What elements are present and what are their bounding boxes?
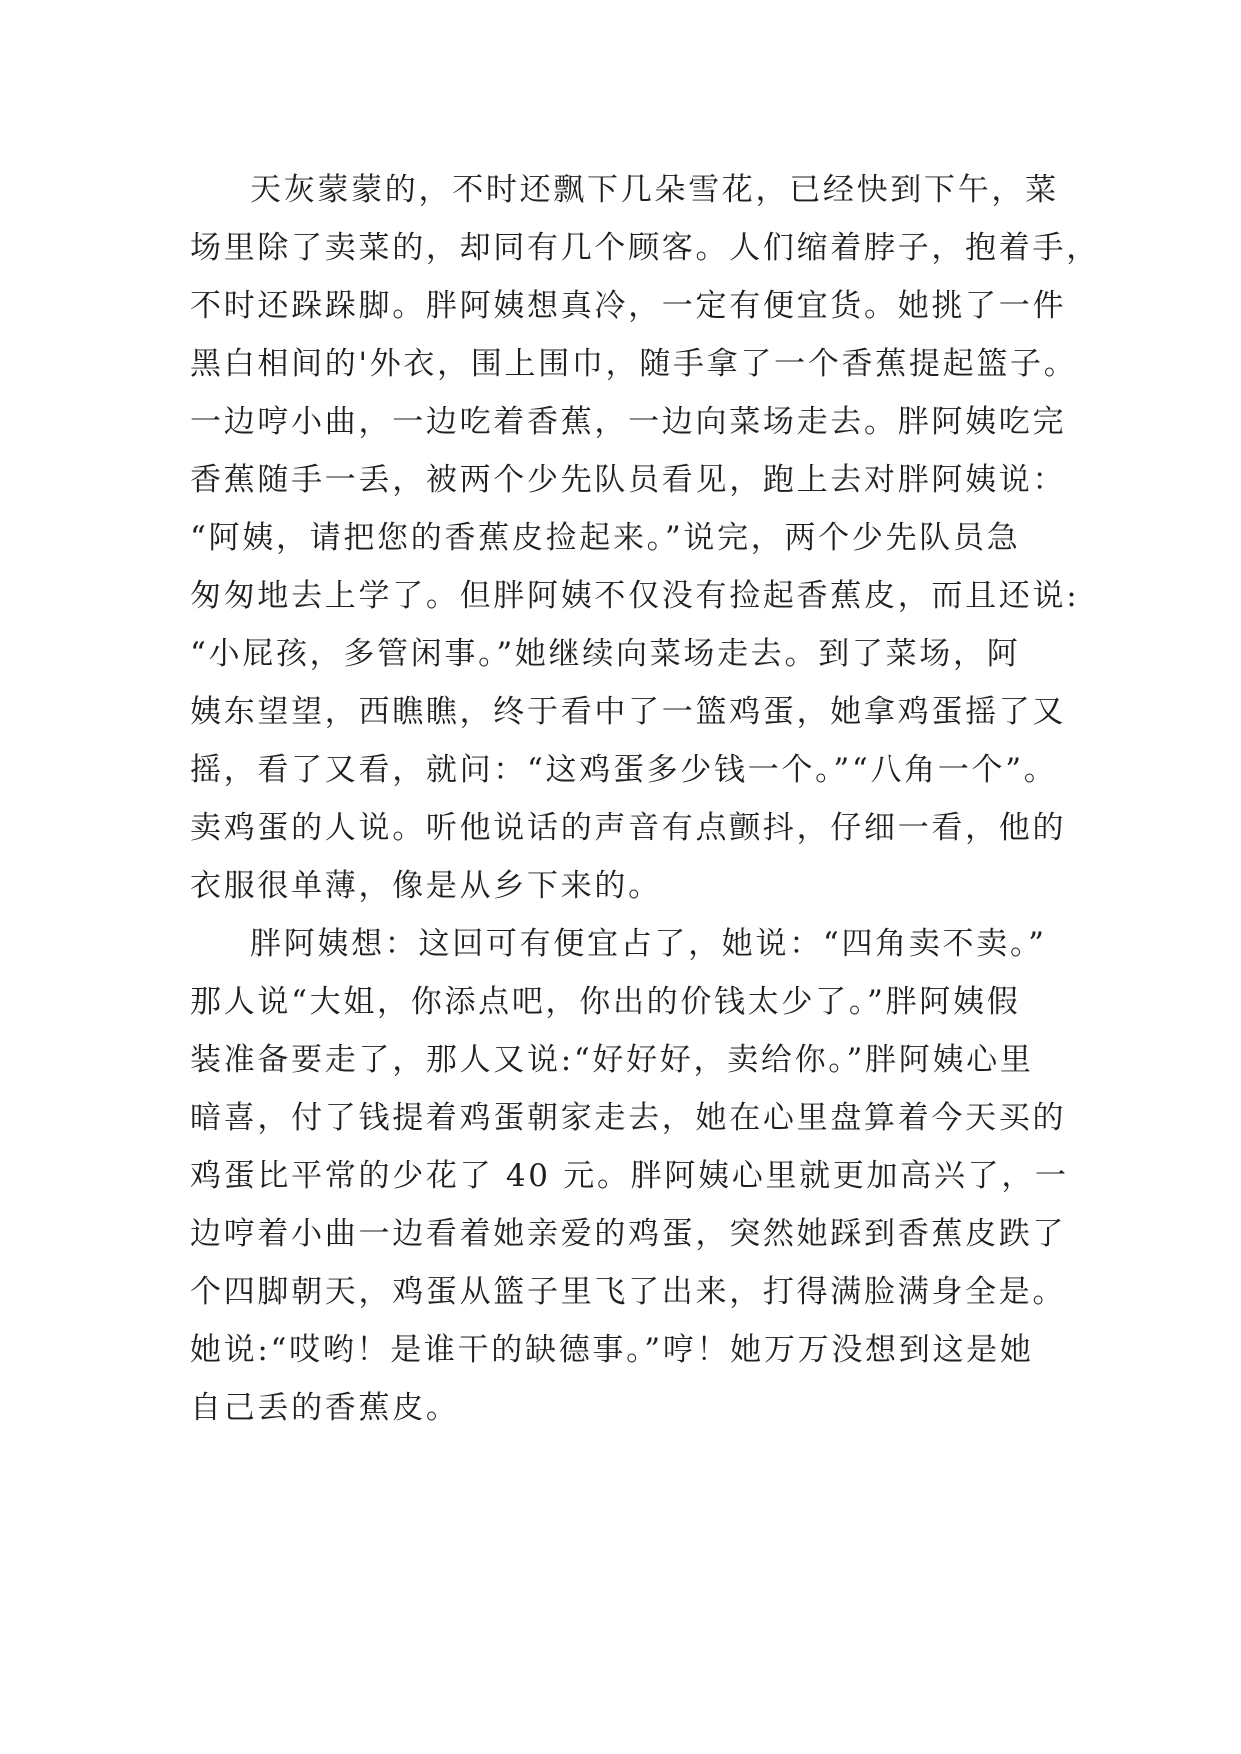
- text-line: “阿姨，请把您的香蕉皮捡起来。”说完，两个少先队员急: [190, 520, 1021, 556]
- text-line: 姨东望望，西瞧瞧，终于看中了一篮鸡蛋，她拿鸡蛋摇了又: [190, 694, 1067, 730]
- text-line: 边哼着小曲一边看着她亲爱的鸡蛋，突然她踩到香蕉皮跌了: [190, 1216, 1067, 1252]
- text-line: “小屁孩，多管闲事。”她继续向菜场走去。到了菜场，阿: [190, 636, 1021, 672]
- text-line: 摇，看了又看，就问：“这鸡蛋多少钱一个。”“八角一个”。: [190, 752, 1058, 788]
- paragraph-2: [190, 915, 1069, 1437]
- text-line: 天灰蒙蒙的，不时还飘下几朵雪花，已经快到下午，菜: [250, 172, 1059, 208]
- text-line: 她说:“哎哟！是谁干的缺德事。”哼！她万万没想到这是她: [190, 1332, 1034, 1368]
- paragraph-1: [190, 161, 1100, 915]
- text-line: 匆匆地去上学了。但胖阿姨不仅没有捡起香蕉皮，而且还说:: [190, 578, 1080, 614]
- text-line: 胖阿姨想：这回可有便宜占了，她说：“四角卖不卖。”: [250, 926, 1047, 962]
- text-line: 黑白相间的'外衣，围上围巾，随手拿了一个香蕉提起篮子。: [190, 346, 1078, 382]
- text-line: 鸡蛋比平常的少花了 40 元。胖阿姨心里就更加高兴了，一: [190, 1158, 1069, 1194]
- document-body: [190, 161, 1100, 1437]
- text-line: 装准备要走了，那人又说:“好好好，卖给你。”胖阿姨心里: [190, 1042, 1034, 1078]
- text-line: 场里除了卖菜的，却同有几个顾客。人们缩着脖子，抱着手，: [190, 230, 1100, 266]
- text-line: 卖鸡蛋的人说。听他说话的声音有点颤抖，仔细一看，他的: [190, 810, 1067, 846]
- text-line: 一边哼小曲，一边吃着香蕉，一边向菜场走去。胖阿姨吃完: [190, 404, 1067, 440]
- text-line: 那人说“大姐，你添点吧，你出的价钱太少了。”胖阿姨假: [190, 984, 1021, 1020]
- text-line: 香蕉随手一丢，被两个少先队员看见，跑上去对胖阿姨说：: [190, 462, 1067, 498]
- text-line: 不时还跺跺脚。胖阿姨想真冷，一定有便宜货。她挑了一件: [190, 288, 1067, 324]
- text-line: 自己丢的香蕉皮。: [190, 1390, 460, 1426]
- text-line: 个四脚朝天，鸡蛋从篮子里飞了出来，打得满脸满身全是。: [190, 1274, 1067, 1310]
- text-line: 暗喜，付了钱提着鸡蛋朝家走去，她在心里盘算着今天买的: [190, 1100, 1067, 1136]
- text-line: 衣服很单薄，像是从乡下来的。: [190, 868, 662, 904]
